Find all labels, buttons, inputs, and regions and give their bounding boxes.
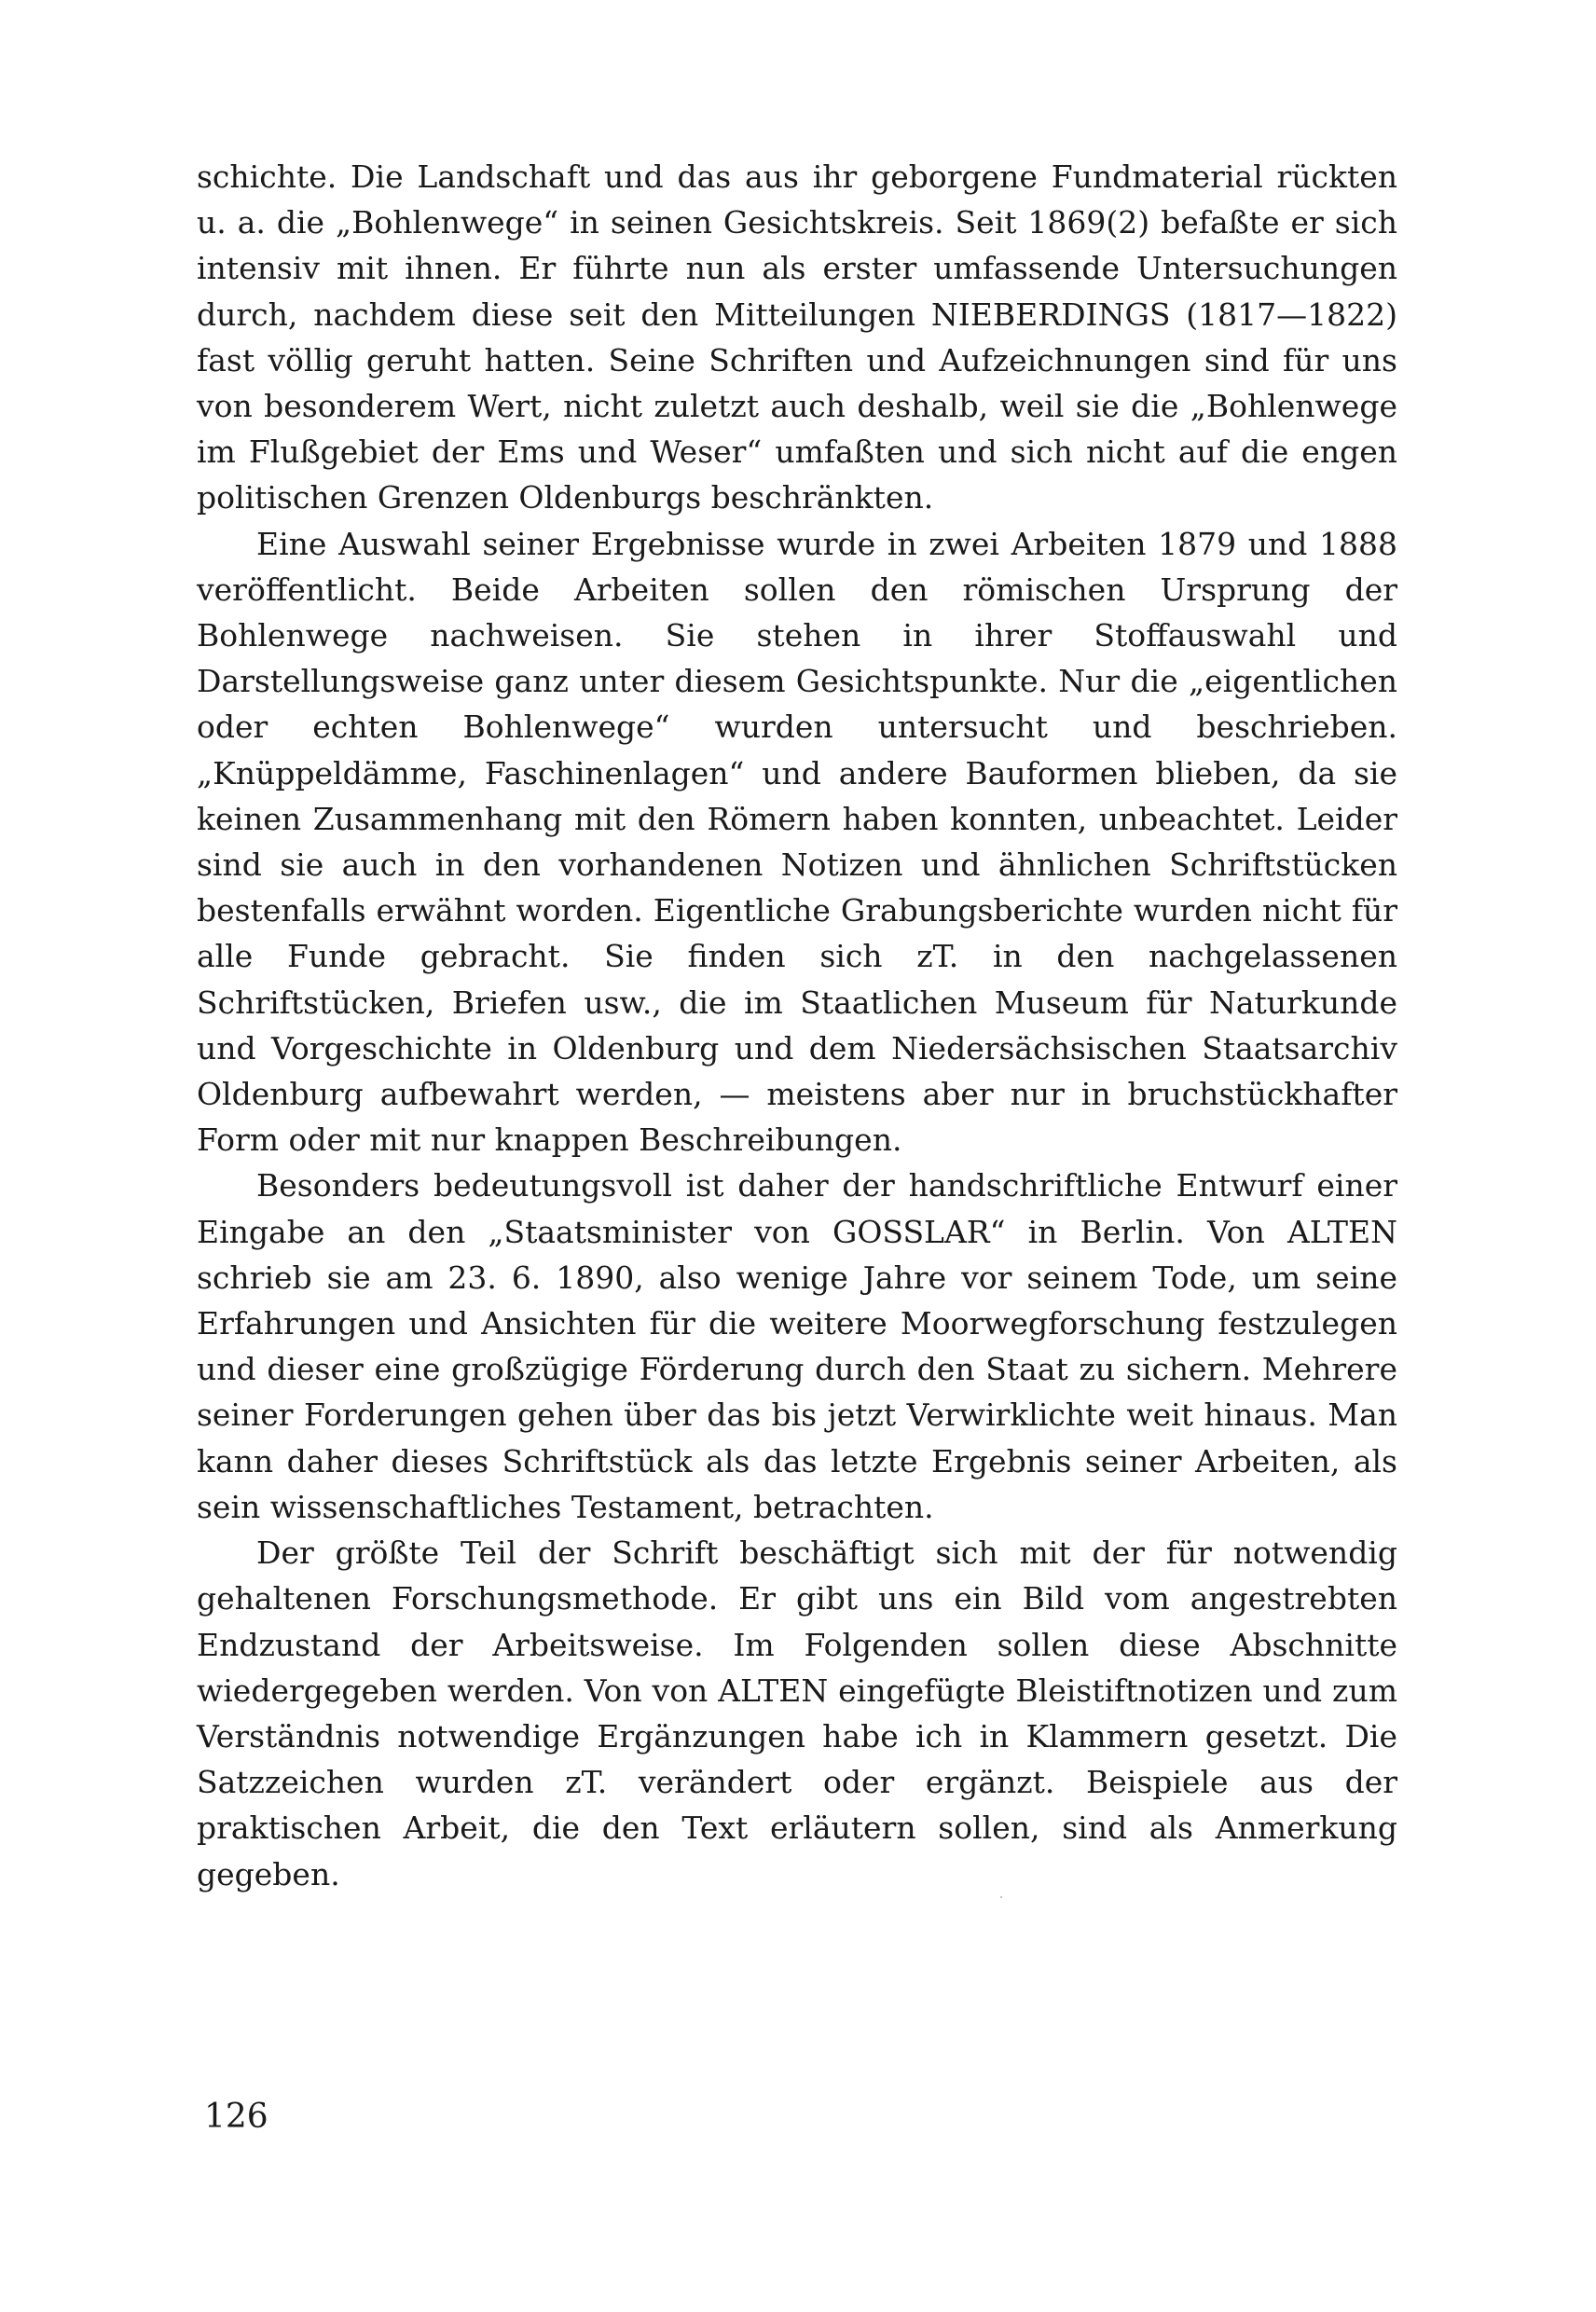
scan-speck [1000, 1896, 1002, 1898]
page-number: 126 [204, 2098, 268, 2136]
body-text [197, 154, 1397, 1897]
paragraph-4: Der größte Teil der Schrift beschäftigt sich mit der für notwendig gehaltenen Forschungsmethode. Er gibt uns ein Bild vom angestrebten Endzustand der Arbeitsweise. Im Folgenden sollen diese Abschnitte wiedergegeben werden. Von von ALTEN eingefügte Bleistiftnotizen und zum Verständnis notwendige Ergänzungen habe ich in Klammern gesetzt. Die Satzzeichen wurden zT. verändert oder ergänzt. Beispiele aus der praktischen Arbeit, die den Text erläutern sollen, sind als Anmerkung gegeben. [197, 1534, 1397, 1892]
paragraph-3: Besonders bedeutungsvoll ist daher der handschriftliche Entwurf einer Eingabe an den „Staatsminister von GOSSLAR“ in Berlin. Von ALTEN schrieb sie am 23. 6. 1890, also wenige Jahre vor seinem Tode, um seine Erfahrungen und Ansichten für die weitere Moorwegforschung festzulegen und dieser eine großzügige Förderung durch den Staat zu sichern. Mehrere seiner Forderungen gehen über das bis jetzt Verwirklichte weit hinaus. Man kann daher dieses Schriftstück als das letzte Ergebnis seiner Arbeiten, als sein wissenschaftliches Testament, betrachten. [197, 1167, 1397, 1525]
paragraph-1: schichte. Die Landschaft und das aus ihr geborgene Fundmaterial rückten u. a. die „Bohlenwege“ in seinen Gesichtskreis. Seit 1869(2) befaßte er sich intensiv mit ihnen. Er führte nun als erster umfassende Untersuchungen durch, nachdem diese seit den Mitteilungen NIEBERDINGS (1817—1822) fast völlig geruht hatten. Seine Schriften und Aufzeichnungen sind für uns von besonderem Wert, nicht zuletzt auch deshalb, weil sie die „Bohlenwege im Flußgebiet der Ems und Weser“ umfaßten und sich nicht auf die engen politischen Grenzen Oldenburgs beschränkten. [197, 158, 1397, 516]
paragraph-2: Eine Auswahl seiner Ergebnisse wurde in zwei Arbeiten 1879 und 1888 veröffentlicht. Beide Arbeiten sollen den römischen Ursprung der Bohlenwege nachweisen. Sie stehen in ihrer Stoffauswahl und Darstellungsweise ganz unter diesem Gesichtspunkte. Nur die „eigentlichen oder echten Bohlenwege“ wurden untersucht und beschrieben. „Knüppeldämme, Faschinenlagen“ und andere Bauformen blieben, da sie keinen Zusammenhang mit den Römern haben konnten, unbeachtet. Leider sind sie auch in den vorhandenen Notizen und ähnlichen Schriftstücken bestenfalls erwähnt worden. Eigentliche Grabungsberichte wurden nicht für alle Funde gebracht. Sie finden sich zT. in den nachgelassenen Schriftstücken, Briefen usw., die im Staatlichen Museum für Naturkunde und Vorgeschichte in Oldenburg und dem Niedersächsischen Staatsarchiv Oldenburg aufbewahrt werden, — meistens aber nur in bruchstückhafter Form oder mit nur knappen Beschreibungen. [197, 525, 1397, 1159]
